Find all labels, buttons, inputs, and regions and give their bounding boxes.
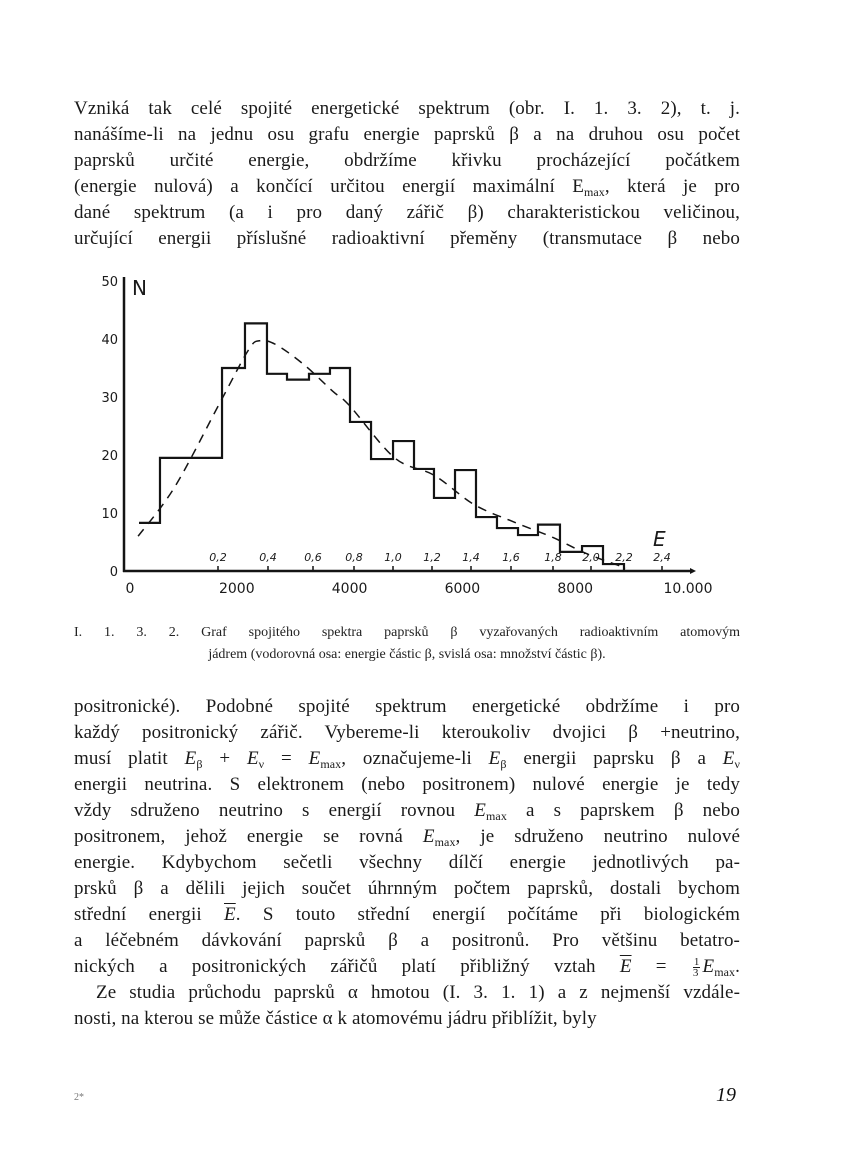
fraction-denominator: 3 (692, 967, 699, 980)
subscript: max (320, 757, 342, 771)
y-tick-label: 20 (101, 449, 118, 464)
text-line: prsků β a dělili jejich součet úhrnným počtem paprsků, dostali bychom (74, 878, 740, 899)
page-number: 19 (716, 1084, 736, 1106)
y-tick-label: 0 (109, 565, 118, 580)
figure-caption (74, 622, 740, 666)
text-line: každý positronický zářič. Vybereme-li kteroukoliv dvojici β +neutrino, (74, 722, 740, 743)
text-line: nanášíme-li na jednu osu grafu energie paprsků β a na druhou osu počet (74, 124, 740, 145)
math-symbol-mean-energy: $\overline{E}$ (619, 956, 632, 977)
period: . (735, 956, 741, 977)
math-symbol: E (184, 748, 197, 769)
text-fragment: + (202, 748, 247, 769)
text-fragment: střední energii (74, 904, 225, 925)
text-line: energii neutrina. S elektronem (nebo positronem) nulové energie je tedy (74, 774, 740, 795)
x-tick-label-kev: 4000 (331, 581, 368, 597)
y-tick-label: 50 (101, 275, 118, 290)
y-tick-label: 30 (101, 391, 118, 406)
subscript: max (485, 809, 507, 823)
x-tick-label-mev: 0,4 (259, 551, 277, 564)
x-tick-label-mev: 0,2 (209, 551, 227, 564)
x-tick-label-mev: 0,6 (304, 551, 322, 564)
text-fragment: musí platit (74, 748, 185, 769)
y-tick-label: 40 (101, 333, 118, 348)
text-fragment: = (264, 748, 309, 769)
fraction-one-third (693, 957, 701, 978)
text-fragment: vždy sdruženo neutrino s energií rovnou (74, 800, 475, 821)
text-line: paprsků určité energie, obdržíme křivku procházející počátkem (74, 150, 740, 171)
spectrum-figure (90, 268, 770, 608)
x-tick-label-mev: 2,0 (582, 551, 600, 564)
math-symbol: E (246, 748, 259, 769)
x-tick-label-kev: 10.000 (663, 581, 713, 597)
text-line: určující energii příslušné radioaktivní přeměny (transmutace β nebo (74, 228, 740, 249)
subscript: ν (258, 757, 265, 771)
text-fragment: = (631, 956, 691, 977)
text-fragment: (energie nulová) a končící určitou energií maximální E (74, 176, 584, 197)
subscript: β (196, 757, 203, 771)
x-tick-label-mev: 1,2 (423, 551, 441, 564)
bottom-paragraph (74, 694, 740, 1032)
text-fragment: nických a positronických zářičů platí přibližný vztah (74, 956, 620, 977)
caption-line-2: jádrem (vodorovná osa: energie částic β, svislá osa: množství částic β). (208, 647, 606, 662)
subscript: max (434, 835, 456, 849)
text-line: positronické). Podobné spojité spektrum energetické obdržíme i pro (74, 696, 740, 717)
math-symbol: E (488, 748, 501, 769)
text-line: dané spektrum (a i pro daný zářič β) charakteristickou veličinou, (74, 202, 740, 223)
text-line (74, 954, 740, 980)
printer-signature-mark: 2* (74, 1092, 84, 1103)
x-tick-label-kev: 6000 (444, 581, 481, 597)
histogram-steps (139, 323, 624, 571)
x-tick-label-mev: 0,8 (345, 551, 363, 564)
subscript: ν (734, 757, 741, 771)
text-line (74, 824, 740, 850)
text-fragment: , která je pro (604, 176, 740, 197)
x-tick-label-mev: 1,6 (502, 551, 520, 564)
math-symbol: E (422, 826, 435, 847)
x-tick-label-mev: 2,4 (653, 551, 671, 564)
text-line (74, 174, 740, 200)
x-tick-label-mev: 1,4 (462, 551, 480, 564)
x-tick-label-kev: 2000 (218, 581, 255, 597)
text-fragment: . S touto střední energií počítáme při biologickém (235, 904, 740, 925)
x-tick-label-mev: 1,8 (544, 551, 562, 564)
x-tick-label-kev: 0 (125, 581, 135, 597)
top-paragraph (74, 96, 740, 252)
subscript: max (714, 965, 736, 979)
math-symbol: E (474, 800, 486, 821)
fitted-curve-dashed (138, 340, 626, 568)
math-symbol: E (722, 748, 735, 769)
beta-spectrum-chart (90, 268, 770, 608)
y-tick-label: 10 (101, 507, 118, 522)
text-line (74, 746, 740, 772)
text-line (74, 798, 740, 824)
math-symbol-mean-energy: $\overline{E}$ (224, 904, 236, 925)
subscript: max (583, 185, 605, 199)
subscript: β (500, 757, 507, 771)
x-tick-label-mev: 1,0 (384, 551, 402, 564)
text-line: a léčebném dávkování paprsků β a positronů. Pro většinu betatro- (74, 930, 740, 951)
text-fragment: positronem, jehož energie se rovná (74, 826, 423, 847)
text-fragment: , označujeme-li (341, 748, 489, 769)
text-line: nosti, na kterou se může částice α k atomovému jádru přiblížit, byly (74, 1008, 597, 1029)
text-line: Vzniká tak celé spojité energetické spektrum (obr. I. 1. 3. 2), t. j. (74, 98, 740, 119)
x-tick-label-mev: 2,2 (615, 551, 633, 564)
math-symbol: E (702, 956, 715, 977)
y-axis-label: N (132, 276, 147, 300)
x-tick-label-kev: 8000 (557, 581, 594, 597)
text-fragment: a s paprskem β nebo (506, 800, 741, 821)
fraction-numerator: 1 (693, 956, 700, 969)
math-symbol: E (308, 748, 321, 769)
text-fragment: energii paprsku β a (506, 748, 723, 769)
text-line (74, 902, 740, 928)
text-line: Ze studia průchodu paprsků α hmotou (I. 3. 1. 1) a z nejmenší vzdále- (96, 982, 740, 1003)
text-fragment: , je sdruženo neutrino nulové (455, 826, 740, 847)
text-line: energie. Kdybychom sečetli všechny dílčí energie jednotlivých pa- (74, 852, 740, 873)
x-axis-arrow-icon (690, 568, 696, 574)
caption-line-1: I. 1. 3. 2. Graf spojitého spektra paprsků β vyzařovaných radioaktivním atomovým (74, 625, 740, 640)
x-axis-label: E (653, 527, 666, 551)
